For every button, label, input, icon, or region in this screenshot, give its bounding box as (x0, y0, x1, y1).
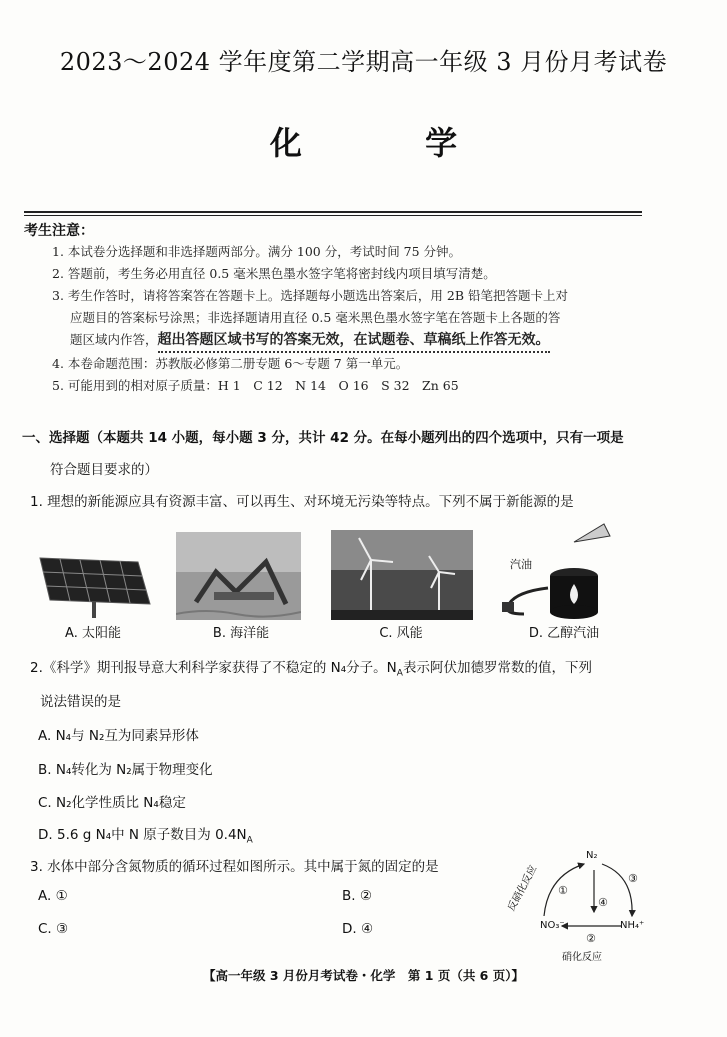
option-d (38, 823, 253, 846)
section-heading-cont: 符合题目要求的） (50, 462, 158, 478)
subscript: A (246, 835, 253, 846)
option-c: C. 风能 (379, 626, 423, 641)
ocean-energy-image (176, 532, 301, 620)
step-1-label: ① (558, 884, 568, 897)
ammonium-label: NH₄⁺ (620, 920, 645, 931)
notice-item: 3. 考生作答时，请将答案答在答题卡上。选择题每小题选出答案后，用 2B 铅笔把答题卡上对 (52, 288, 568, 303)
option-d: D. ④ (342, 921, 374, 937)
question-2-stem-part: 表示阿伏加德罗常数的值，下列 (402, 660, 592, 676)
notice-item: 5. 可能用到的相对原子质量：H 1 C 12 N 14 O 16 S 32 Zn 65 (52, 378, 459, 393)
notice-heading: 考生注意： (24, 223, 94, 239)
question-3-stem: 3. 水体中部分含氮物质的循环过程如图所示。其中属于氮的固定的是 (30, 859, 439, 875)
divider-rule (24, 215, 642, 216)
section-heading: 一、选择题（本题共 14 小题，每小题 3 分，共计 42 分。在每小题列出的四个选项中，只有一项是 (22, 430, 624, 446)
option-b: B. 海洋能 (212, 626, 270, 641)
solar-panel-image (34, 552, 152, 618)
step-2-label: ② (586, 932, 596, 945)
exam-title: 2023～2024 学年度第二学期高一年级 3 月份月考试卷 (59, 48, 668, 76)
question-2-stem (30, 656, 592, 679)
question-2-stem-cont: 说法错误的是 (40, 694, 121, 710)
nitrogen-cycle-diagram (504, 846, 654, 966)
divider-rule (24, 211, 642, 213)
notice-item: 题区域内作答， (70, 332, 158, 347)
denitrification-label: 反硝化反应 (506, 863, 540, 914)
option-a: A. ① (38, 888, 68, 904)
question-2-stem-part: 2.《科学》期刊报导意大利科学家获得了不稳定的 N₄分子。N (30, 660, 397, 676)
step-3-label: ③ (628, 872, 638, 885)
option-c: C. N₂化学性质比 N₄稳定 (38, 795, 186, 811)
option-a: A. 太阳能 (65, 626, 121, 641)
notice-item-line (70, 331, 550, 349)
subscript: A (396, 668, 403, 679)
ethanol-fuel-image (494, 522, 622, 620)
subject-title: 化 学 (269, 124, 514, 162)
notice-item: 应题目的答案标号涂黑；非选择题请用直径 0.5 毫米黑色墨水签字笔在答题卡上各题的答 (70, 310, 561, 325)
option-c: C. ③ (38, 921, 69, 937)
notice-item: 1. 本试卷分选择题和非选择题两部分。满分 100 分，考试时间 75 分钟。 (52, 244, 462, 259)
notice-emphasis: 超出答题区域书写的答案无效，在试题卷、草稿纸上作答无效。 (158, 332, 550, 353)
image-label-gasoline: 汽油 (510, 558, 532, 571)
question-1-stem: 1. 理想的新能源应具有资源丰富、可以再生、对环境无污染等特点。下列不属于新能源的是 (30, 494, 574, 510)
option-b: B. ② (342, 888, 372, 904)
option-d-text: D. 5.6 g N₄中 N 原子数目为 0.4N (38, 827, 247, 843)
nitrification-label: 硝化反应 (562, 952, 602, 963)
notice-item: 2. 答题前，考生务必用直径 0.5 毫米黑色墨水签字笔将密封线内项目填写清楚。 (52, 266, 496, 281)
nitrate-label: NO₃⁻ (540, 920, 565, 931)
step-4-label: ④ (598, 896, 608, 909)
wind-turbine-image (331, 530, 473, 620)
page-footer: 【高一年级 3 月份月考试卷・化学 第 1 页（共 6 页）】 (203, 968, 524, 983)
option-b: B. N₄转化为 N₂属于物理变化 (38, 762, 213, 778)
option-a: A. N₄与 N₂互为同素异形体 (38, 728, 199, 744)
option-d: D. 乙醇汽油 (528, 626, 600, 641)
n2-label: N₂ (586, 850, 598, 861)
notice-item: 4. 本卷命题范围：苏教版必修第二册专题 6～专题 7 第一单元。 (52, 356, 409, 371)
